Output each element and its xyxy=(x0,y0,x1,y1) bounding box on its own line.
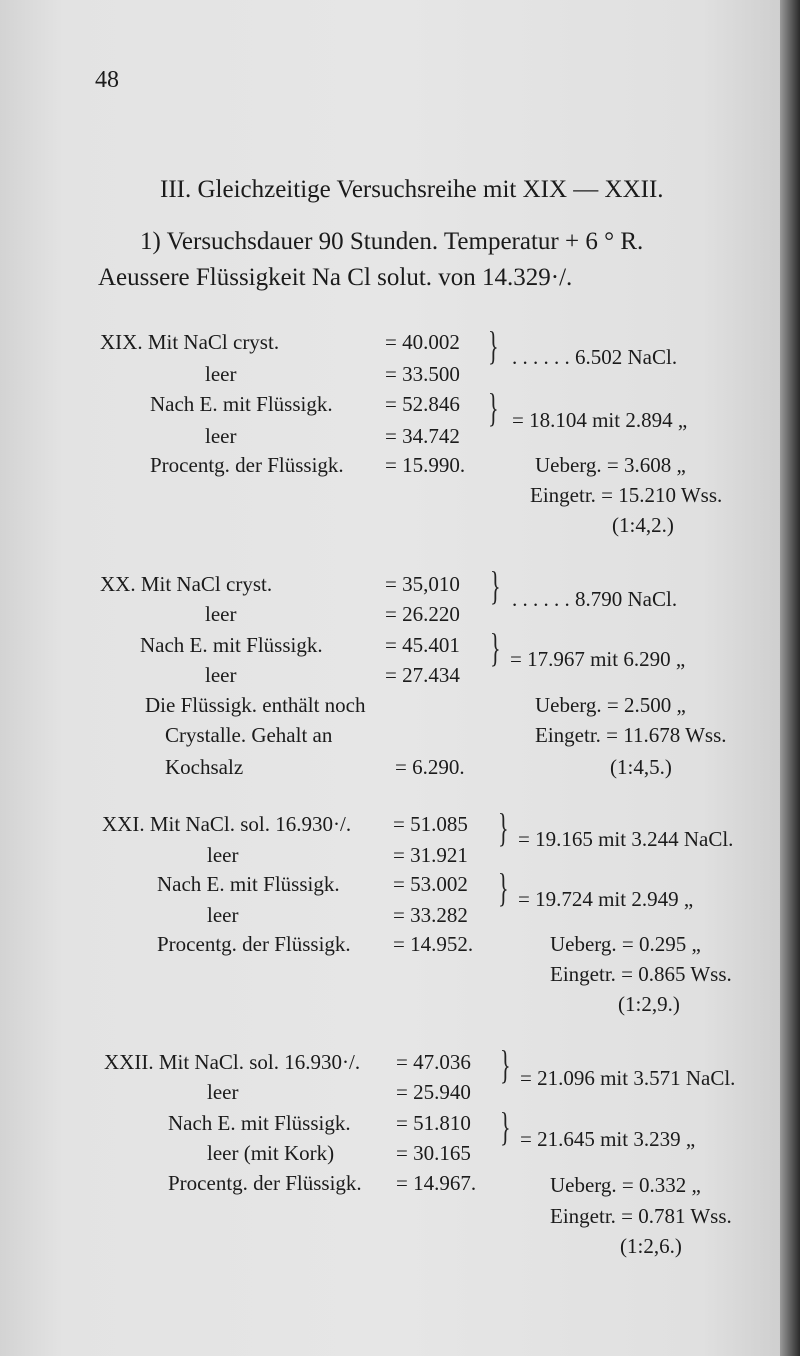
exp22-row2-value: = 25.940 xyxy=(396,1080,471,1104)
exp19-row4-value: = 34.742 xyxy=(385,424,460,448)
exp20-ratio: (1:4,5.) xyxy=(610,755,672,779)
exp21-ratio: (1:2,9.) xyxy=(618,992,680,1016)
exp19-row2-label: leer xyxy=(205,362,237,386)
exp22-ratio: (1:2,6.) xyxy=(620,1234,682,1258)
exp19-row1-value: = 40.002 xyxy=(385,330,460,354)
brace: } xyxy=(488,323,499,368)
exp20-note-2: Crystalle. Gehalt an xyxy=(165,723,333,747)
exp19-row4-label: leer xyxy=(205,424,237,448)
exp22-row1-label: XXII. Mit NaCl. sol. 16.930·/. xyxy=(104,1050,361,1074)
exp22-row4-value: = 30.165 xyxy=(396,1141,471,1165)
exp20-row4-value: = 27.434 xyxy=(385,663,460,687)
exp21-row1-value: = 51.085 xyxy=(393,812,468,836)
exp21-row5-value: = 14.952. xyxy=(393,932,474,956)
exp21-row4-label: leer xyxy=(207,903,239,927)
exp19-row5-value: = 15.990. xyxy=(385,453,466,477)
exp22-row1-value: = 47.036 xyxy=(396,1050,471,1074)
exp21-row3-label: Nach E. mit Flüssigk. xyxy=(157,872,340,896)
brace: } xyxy=(500,1104,511,1149)
page-edge-shadow xyxy=(780,0,800,1356)
exp20-row12-result: . . . . . . 8.790 NaCl. xyxy=(512,587,678,611)
exp19-row2-value: = 33.500 xyxy=(385,362,460,386)
brace: } xyxy=(490,563,501,608)
exp21-ueberg: Ueberg. = 0.295 „ xyxy=(550,932,701,956)
exp19-row12-result: . . . . . . 6.502 NaCl. xyxy=(512,345,678,369)
exp21-row5-label: Procentg. der Flüssigk. xyxy=(157,932,351,956)
exp20-eingetr: Eingetr. = 11.678 Wss. xyxy=(535,723,727,747)
exp20-row2-label: leer xyxy=(205,602,237,626)
brace: } xyxy=(500,1042,511,1087)
exp21-row3-value: = 53.002 xyxy=(393,872,468,896)
exp22-row4-label: leer (mit Kork) xyxy=(207,1141,335,1165)
subheading-line-1: 1) Versuchsdauer 90 Stunden. Temperatur + 6 ° R. xyxy=(140,228,644,255)
exp19-eingetr: Eingetr. = 15.210 Wss. xyxy=(530,483,723,507)
exp19-row3-value: = 52.846 xyxy=(385,392,460,416)
exp19-row34-result: = 18.104 mit 2.894 „ xyxy=(512,408,688,432)
exp22-row34-result: = 21.645 mit 3.239 „ xyxy=(520,1127,696,1151)
exp22-row3-value: = 51.810 xyxy=(396,1111,471,1135)
exp20-note-value: = 6.290. xyxy=(395,755,465,779)
exp20-row4-label: leer xyxy=(205,663,237,687)
exp22-row5-label: Procentg. der Flüssigk. xyxy=(168,1171,362,1195)
exp20-row3-value: = 45.401 xyxy=(385,633,460,657)
exp22-eingetr: Eingetr. = 0.781 Wss. xyxy=(550,1204,732,1228)
exp20-row3-label: Nach E. mit Flüssigk. xyxy=(140,633,323,657)
exp21-row2-label: leer xyxy=(207,843,239,867)
exp21-row1-label: XXI. Mit NaCl. sol. 16.930·/. xyxy=(102,812,352,836)
exp20-row1-label: XX. Mit NaCl cryst. xyxy=(100,572,273,596)
page-number: 48 xyxy=(95,67,119,93)
brace: } xyxy=(498,805,509,850)
exp20-row2-value: = 26.220 xyxy=(385,602,460,626)
exp21-row4-value: = 33.282 xyxy=(393,903,468,927)
exp22-row12-result: = 21.096 mit 3.571 NaCl. xyxy=(520,1066,736,1090)
exp20-row1-value: = 35,010 xyxy=(385,572,460,596)
exp19-row3-label: Nach E. mit Flüssigk. xyxy=(150,392,333,416)
brace: } xyxy=(490,625,501,670)
exp22-row3-label: Nach E. mit Flüssigk. xyxy=(168,1111,351,1135)
exp19-ueberg: Ueberg. = 3.608 „ xyxy=(535,453,686,477)
exp20-note-1: Die Flüssigk. enthält noch xyxy=(145,693,366,717)
exp21-row2-value: = 31.921 xyxy=(393,843,468,867)
exp22-row5-value: = 14.967. xyxy=(396,1171,477,1195)
exp19-ratio: (1:4,2.) xyxy=(612,513,674,537)
exp20-row34-result: = 17.967 mit 6.290 „ xyxy=(510,647,686,671)
exp20-note-3: Kochsalz xyxy=(165,755,244,779)
exp21-row34-result: = 19.724 mit 2.949 „ xyxy=(518,887,694,911)
exp21-eingetr: Eingetr. = 0.865 Wss. xyxy=(550,962,732,986)
exp19-row1-label: XIX. Mit NaCl cryst. xyxy=(100,330,280,354)
section-heading: III. Gleichzeitige Versuchsreihe mit XIX — XXII. xyxy=(160,176,664,203)
brace: } xyxy=(488,385,499,430)
brace: } xyxy=(498,865,509,910)
exp20-ueberg: Ueberg. = 2.500 „ xyxy=(535,693,686,717)
subheading-line-2: Aeussere Flüssigkeit Na Cl solut. von 14.329·/. xyxy=(98,264,573,291)
exp19-row5-label: Procentg. der Flüssigk. xyxy=(150,453,344,477)
exp21-row12-result: = 19.165 mit 3.244 NaCl. xyxy=(518,827,734,851)
exp22-ueberg: Ueberg. = 0.332 „ xyxy=(550,1173,701,1197)
exp22-row2-label: leer xyxy=(207,1080,239,1104)
